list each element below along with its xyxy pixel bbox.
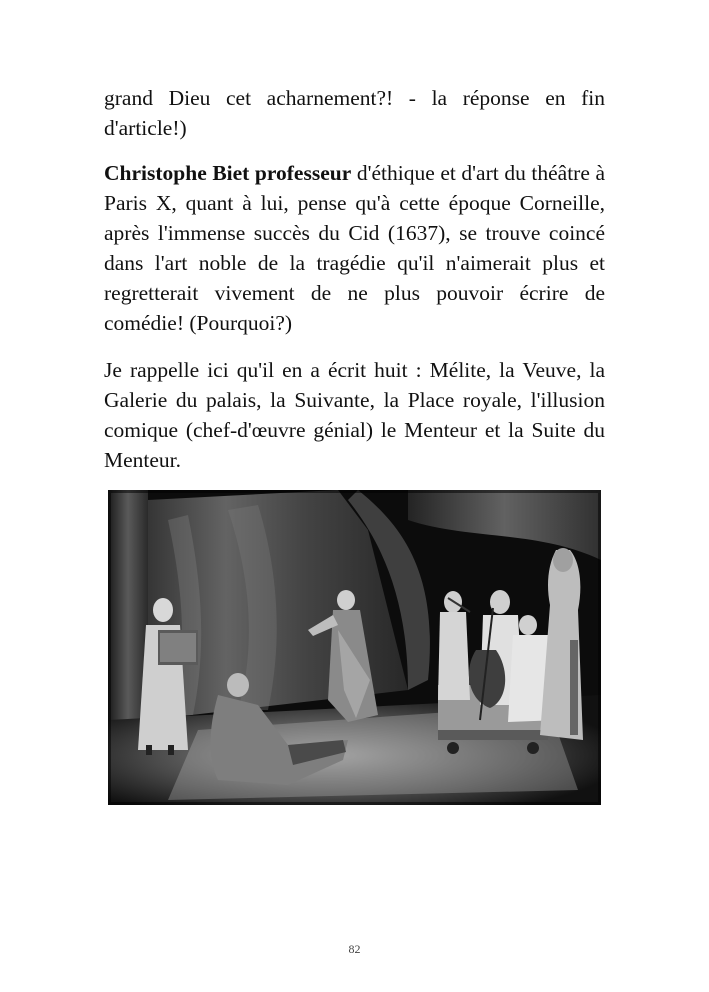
paragraph-2-bold-lead: Christophe Biet professeur (104, 161, 352, 185)
paragraph-2 (104, 158, 605, 338)
stage-photograph (108, 490, 601, 805)
paragraph-1 (104, 83, 605, 143)
paragraph-3-text: Je rappelle ici qu'il en a écrit huit : Mélite, la Veuve, la Galerie du palais, la Suivante, la Place royale, l'illusion comique (chef-d'œuvre génial) le Menteur et la Suite du Menteur. (104, 358, 605, 472)
paragraph-2-content (104, 158, 605, 338)
paragraph-2-text: d'éthique et d'art du théâtre à Paris X, quant à lui, pense qu'à cette époque Corneille, après l'immense succès du Cid (1637), se trouve coincé dans l'art noble de la tragédie qu'il n'aimerait plus et regretterait vivement de ne plus pouvoir écrire de comédie! (Pourquoi?) (104, 161, 606, 335)
page-number: 82 (348, 942, 361, 956)
paragraph-3 (104, 355, 605, 475)
paragraph-1-text: grand Dieu cet acharnement?! - la réponse en fin d'article!) (104, 86, 605, 140)
stage-photograph-illustration (108, 490, 601, 805)
